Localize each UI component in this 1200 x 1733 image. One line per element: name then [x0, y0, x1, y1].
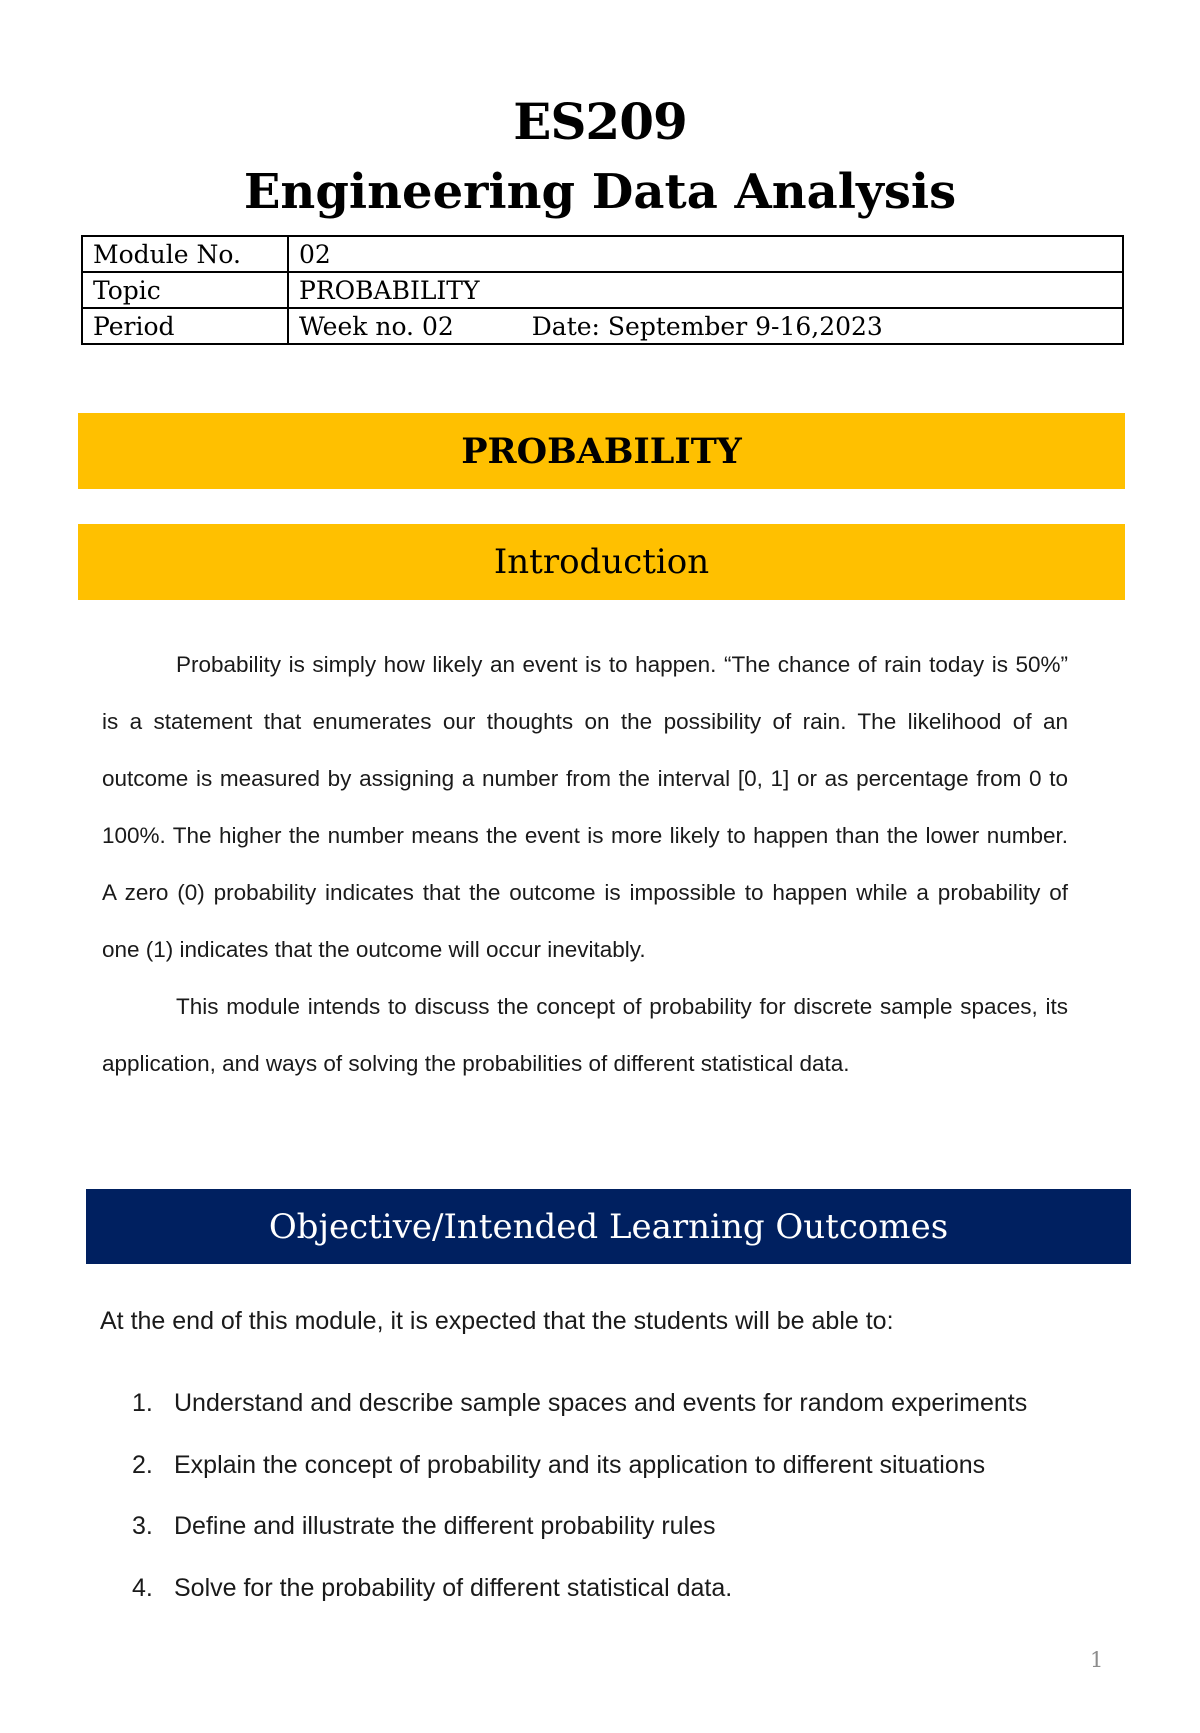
- topic-label: Topic: [82, 272, 288, 308]
- objectives-lead: At the end of this module, it is expected that the students will be able to:: [100, 1307, 894, 1335]
- main-title: PROBABILITY: [461, 430, 742, 472]
- introduction-banner: [78, 524, 1125, 600]
- outcome-item: [132, 1570, 1027, 1632]
- outcome-item: [132, 1385, 1027, 1447]
- module-info-table: [81, 235, 1124, 345]
- outcome-item: [132, 1508, 1027, 1570]
- module-value: 02: [288, 236, 1123, 272]
- introduction-body: [102, 636, 1068, 1092]
- objectives-banner: [86, 1189, 1131, 1264]
- outcome-text: Understand and describe sample spaces and events for random experiments: [174, 1389, 1028, 1417]
- intro-paragraph: Probability is simply how likely an event is to happen. “The chance of rain today is 50%” is a statement that enumerates our thoughts on the possibility of rain. The likelihood of an outcome is measured by assigning a number from the interval [0, 1] or as percentage from 0 to 100%. The higher the number means the event is more likely to happen than the lower number. A zero (0) probability indicates that the outcome is impossible to happen while a probability of one (1) indicates that the outcome will occur inevitably.: [102, 652, 1068, 962]
- week-value: Week no. 02: [299, 311, 454, 341]
- outcome-item: [132, 1447, 1027, 1509]
- date-value: Date: September 9-16,2023: [531, 311, 883, 341]
- period-row: [82, 308, 1123, 344]
- outcome-text: Define and illustrate the different probability rules: [174, 1512, 716, 1540]
- main-title-banner: [78, 413, 1125, 489]
- course-title: Engineering Data Analysis: [243, 164, 957, 220]
- introduction-heading: Introduction: [493, 542, 710, 582]
- topic-row: [82, 272, 1123, 308]
- outcome-number: 1.: [132, 1389, 153, 1417]
- period-label: Period: [82, 308, 288, 344]
- topic-value: PROBABILITY: [288, 272, 1123, 308]
- outcome-number: 3.: [132, 1512, 153, 1540]
- outcomes-list: [132, 1385, 1027, 1631]
- module-label: Module No.: [82, 236, 288, 272]
- outcome-text: Solve for the probability of different statistical data.: [174, 1573, 733, 1602]
- outcome-number: 2.: [132, 1450, 153, 1479]
- module-row: [82, 236, 1123, 272]
- period-value-cell: [288, 308, 1123, 344]
- intro-paragraph: This module intends to discuss the concept of probability for discrete sample spaces, its application, and ways of solving the probabilities of different statistical data.: [102, 994, 1068, 1076]
- outcome-text: Explain the concept of probability and its application to different situations: [174, 1450, 986, 1479]
- course-code: ES209: [513, 92, 687, 151]
- outcome-number: 4.: [132, 1573, 153, 1602]
- page-number: 1: [1090, 1648, 1104, 1672]
- objectives-heading: Objective/Intended Learning Outcomes: [268, 1206, 949, 1247]
